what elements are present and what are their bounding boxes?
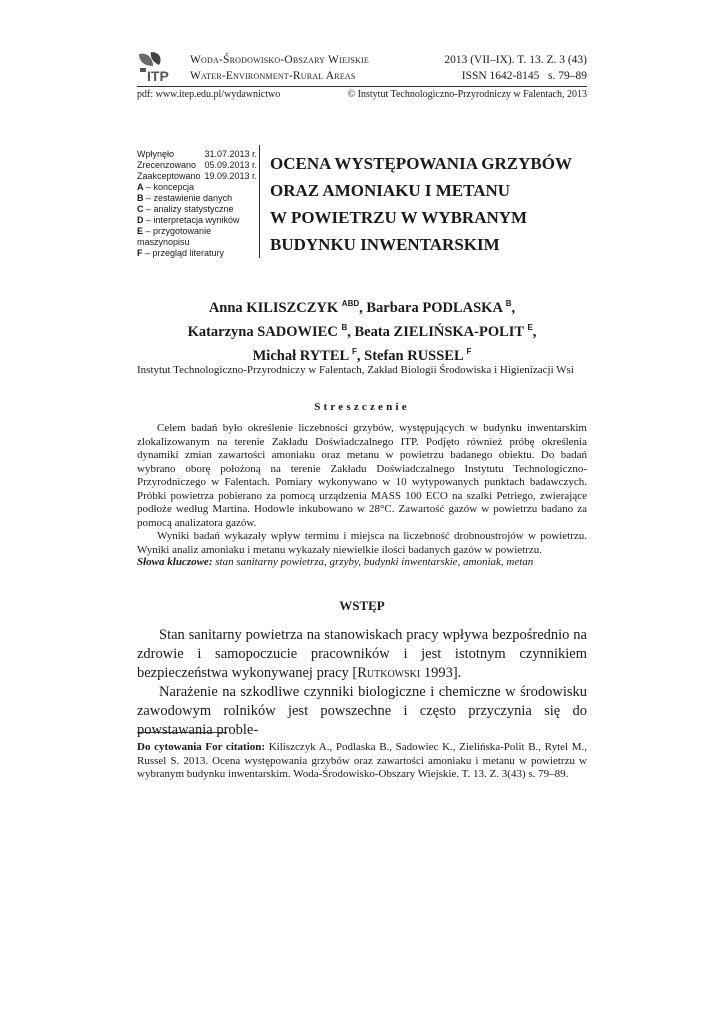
keywords [137, 556, 587, 568]
date-reviewed: Zrecenzowano 05.09.2013 r. [137, 160, 257, 170]
contribution-d: D – interpretacja wyników [137, 215, 240, 225]
svg-text:ITP: ITP [147, 68, 169, 84]
journal-name-en: Water-Environment-Rural Areas [190, 70, 356, 82]
body-paragraph: Narażenie na szkodliwe czynniki biologiczne i chemiczne w środowisku zawodowym rolników jest powszechne i często przyczynia się do powstawania proble- [137, 684, 587, 738]
header-divider [137, 86, 587, 87]
body-text [137, 626, 587, 740]
contribution-a: A – koncepcja [137, 182, 195, 192]
keywords-list: stan sanitarny powietrza, grzyby, budynki inwentarskie, amoniak, metan [212, 556, 534, 568]
issue-info: 2013 (VII–IX). T. 13. Z. 3 (43) [444, 54, 587, 66]
issn-pages [462, 70, 587, 82]
contribution-c: C – analizy statystyczne [137, 204, 234, 214]
citation-label: Do cytowania For citation: [137, 741, 266, 753]
author-list: Anna KILISZCZYK $^{ABD}$, Barbara PODLASKA $^B$, Katarzyna SADOWIEC $^B$, Beata ZIELIŃSKA-POLIT $^E$, Michał RYTEL $^F$, Stefan RUSSEL $^F$ [187, 299, 537, 364]
section-heading: WSTĘP [339, 598, 385, 613]
pdf-link[interactable]: pdf: www.itep.edu.pl/wydawnictwo [137, 89, 281, 100]
journal-name-pl: Woda-Środowisko-Obszary Wiejskie [190, 54, 369, 66]
affiliation: Instytut Technologiczno-Przyrodniczy w Falentach, Zakład Biologii Środowiska i Higienizacji Wsi [137, 364, 574, 376]
contribution-e: E – przygotowanie maszynopisu [137, 226, 212, 247]
abstract [137, 422, 587, 557]
citation-text: Kiliszczyk A., Podlaska B., Sadowiec K., Zielińska-Polit B., Rytel M., Russel S. 2013. Ocena występowania grzybów oraz zawartości amoniaku i metanu w powietrzu w wybranym budynku inwentarskim. Woda-Środowisko-Obszary Wiejskie. T. 13. Z. 3(43) s. 79–89. [137, 741, 587, 780]
date-received: Wpłynęło 31.07.2013 r. [137, 149, 257, 159]
article-dates [137, 149, 257, 259]
itp-logo [137, 50, 181, 84]
reference-author: Rutkowski [357, 665, 421, 681]
keywords-label: Słowa kluczowe: [137, 556, 213, 568]
article-title: OCENA WYSTĘPOWANIA GRZYBÓW ORAZ AMONIAKU I METANU W POWIETRZU W WYBRANYM BUDYNKU INWENTARSKIM [270, 154, 572, 254]
abstract-heading: Streszczenie [314, 401, 410, 413]
contribution-f: F – przegląd literatury [137, 248, 225, 258]
date-accepted: Zaakceptowano 19.09.2013 r. [137, 171, 257, 181]
issn: ISSN 1642-8145 [461, 70, 540, 82]
footnote-divider [137, 732, 227, 733]
body-paragraph: Stan sanitarny powietrza na stanowiskach pracy wpływa bezpośrednio na zdrowie i samopoczucie pracowników i jest istotnym czynnikiem bezpieczeństwa wykonywanej pracy [Rutkowski 1993]. [137, 627, 587, 681]
citation-note [137, 741, 587, 782]
leaf-logo-icon [137, 50, 181, 84]
copyright: © Instytut Technologiczno-Przyrodniczy w Falentach, 2013 [347, 89, 587, 100]
title-divider [259, 145, 260, 258]
page-range: s. 79–89 [548, 70, 587, 82]
abstract-paragraph: Celem badań było określenie liczebności grzybów, występujących w budynku inwentarskim zlokalizowanym na terenie Zakładu Doświadczalnego ITP. Podjęto również próbę określenia dynamiki zmian zawartości amoniaku oraz metanu w powietrzu badanego obiektu. Do badań wybrano oborę położoną na terenie Zakładu Doświadczalnego Instytutu Technologiczno-Przyrodniczego w Falentach. Pomiary wykonywano w 10 wytypowanych punktach badawczych. Próbki powietrza pobierano za pomocą urządzenia MASS 100 ECO na szalki Petriego, zwierające podłoże według Martina. Hodowle inkubowano w 28°C. Zawartość gazów w powietrzu badano za pomocą analizatora gazów. [137, 422, 587, 529]
abstract-paragraph: Wyniki badań wykazały wpływ terminu i miejsca na liczebność drobnoustrojów w powietrzu. Wyniki analiz amoniaku i metanu wykazały niewielkie ilości badanych gazów w powietrzu. [137, 530, 587, 556]
contribution-b: B – zestawienie danych [137, 193, 233, 203]
